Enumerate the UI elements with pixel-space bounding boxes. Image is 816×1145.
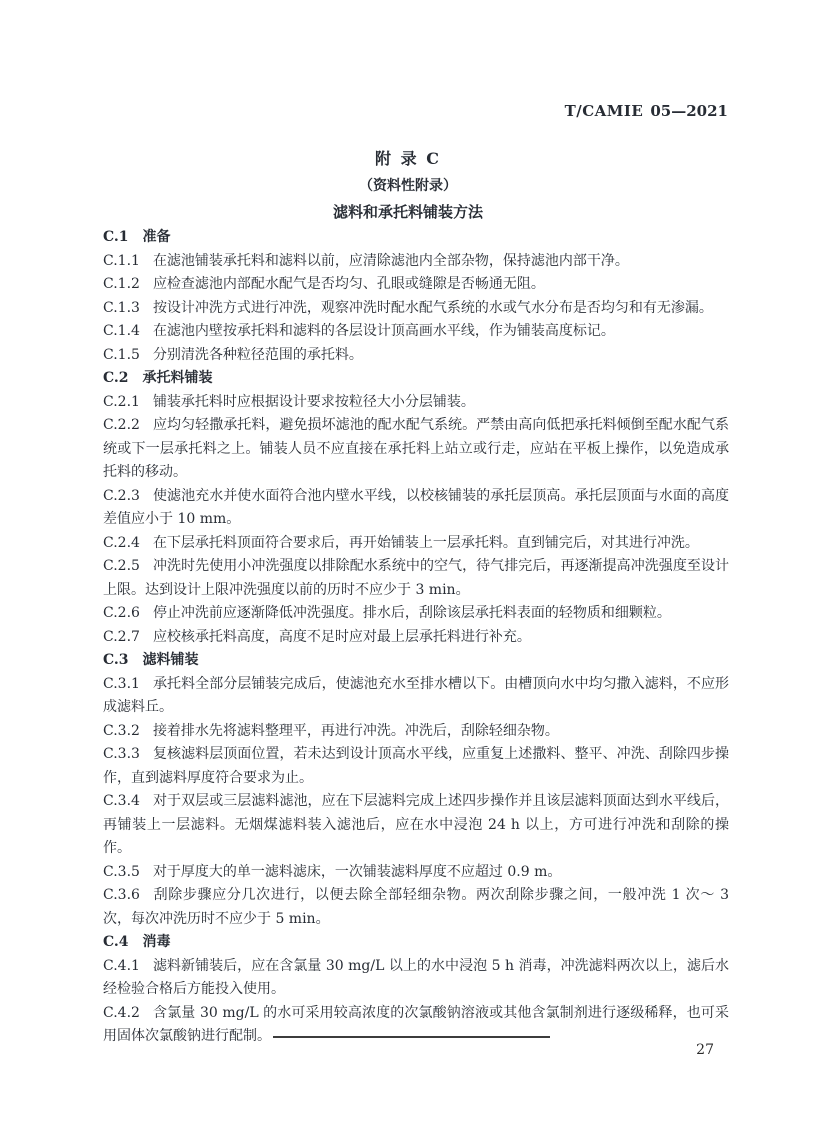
clause-number: C.4.1 — [103, 957, 140, 974]
section-title: 滤料铺装 — [142, 652, 199, 668]
clause-text: 在下层承托料顶面符合要求后，再开始铺装上一层承托料。直到铺完后，对其进行冲洗。 — [152, 534, 699, 551]
clause-text: 铺装承托料时应根据设计要求按粒径大小分层铺装。 — [152, 393, 475, 410]
standard-number — [565, 102, 728, 120]
clause-number: C.2.1 — [103, 393, 140, 410]
clause-number: C.3.5 — [103, 863, 140, 880]
clause-c1-1 — [103, 250, 729, 274]
section-number: C.4 — [103, 934, 129, 950]
clause-c3-6 — [103, 884, 729, 931]
page-number: 27 — [696, 1042, 714, 1058]
clause-c2-3 — [103, 485, 729, 532]
clause-text: 接着排水先将滤料整理平，再进行冲洗。冲洗后，刮除轻细杂物。 — [152, 722, 559, 739]
clause-text: 分别清洗各种粒径范围的承托料。 — [152, 346, 363, 363]
clause-number: C.3.4 — [103, 793, 140, 809]
standard-year: 05—2021 — [650, 102, 728, 120]
clause-c4-1 — [103, 955, 729, 1002]
clause-text: 应校核承托料高度，高度不足时应对最上层承托料进行补充。 — [152, 628, 531, 645]
appendix-heading: 附 录 C — [375, 149, 441, 168]
clause-text: 在滤池内壁按承托料和滤料的各层设计顶高画水平线，作为铺装高度标记。 — [152, 323, 615, 339]
clause-c3-2 — [103, 720, 729, 744]
clause-c4-2 — [103, 1002, 729, 1049]
section-heading-c4 — [103, 931, 729, 955]
section-heading-c3 — [103, 649, 729, 673]
clause-text: 承托料全部分层铺装完成后，使滤池充水至排水槽以下。由槽顶向水中均匀撒入滤料，不应形成滤料丘。 — [103, 675, 729, 715]
section-number: C.1 — [103, 229, 129, 245]
appendix-title-block — [0, 145, 816, 225]
clause-c2-2 — [103, 414, 729, 485]
clause-c3-1 — [103, 673, 729, 720]
clause-c1-2 — [103, 273, 729, 297]
clause-c3-4 — [103, 790, 729, 861]
clause-text: 对于厚度大的单一滤料滤床，一次铺装滤料厚度不应超过 0.9 m。 — [152, 863, 562, 880]
clause-c1-4 — [103, 320, 729, 344]
clause-c2-1 — [103, 391, 729, 415]
clause-text: 按设计冲洗方式进行冲洗，观察冲洗时配水配气系统的水或气水分布是否均匀和有无渗漏。 — [152, 299, 713, 316]
clause-text: 刮除步骤应分几次进行，以便去除全部轻细杂物。两次刮除步骤之间，一般冲洗 1 次～ 3 次，每次冲洗历时不应少于 5 min。 — [103, 887, 729, 927]
clause-text: 复核滤料层顶面位置，若未达到设计顶高水平线，应重复上述撒料、整平、冲洗、刮除四步操作，直到滤料厚度符合要求为止。 — [103, 746, 729, 786]
clause-text: 滤料新铺装后，应在含氯量 30 mg/L 以上的水中浸泡 5 h 消毒，冲洗滤料两次以上，滤后水经检验合格后方能投入使用。 — [103, 957, 729, 997]
clause-number: C.1.4 — [103, 323, 140, 339]
clause-number: C.1.3 — [103, 299, 140, 316]
clause-c2-7 — [103, 626, 729, 650]
clause-number: C.1.5 — [103, 346, 140, 363]
clause-number: C.2.6 — [103, 605, 140, 621]
section-heading-c1 — [103, 226, 729, 250]
document-body — [103, 226, 729, 1049]
clause-c2-6 — [103, 602, 729, 626]
clause-number: C.3.3 — [103, 746, 140, 762]
clause-c1-5 — [103, 344, 729, 368]
clause-text: 在滤池铺装承托料和滤料以前，应清除滤池内全部杂物，保持滤池内部干净。 — [152, 252, 629, 269]
clause-text: 含氯量 30 mg/L 的水可采用较高浓度的次氯酸钠溶液或其他含氯制剂进行逐级稀释，也可采用固体次氯酸钠进行配制。 — [103, 1004, 729, 1044]
clause-number: C.3.1 — [103, 675, 140, 692]
section-number: C.2 — [103, 370, 129, 386]
clause-number: C.2.3 — [103, 487, 140, 504]
clause-text: 应均匀轻撒承托料，避免损坏滤池的配水配气系统。严禁由高向低把承托料倾倒至配水配气系统或下一层承托料之上。铺装人员不应直接在承托料上站立或行走，应站在平板上操作，以免造成承托料的移动。 — [103, 417, 729, 480]
clause-number: C.2.2 — [103, 417, 140, 433]
clause-c2-4 — [103, 532, 729, 556]
clause-number: C.1.1 — [103, 252, 140, 269]
clause-c1-3 — [103, 297, 729, 321]
standard-code: T/CAMIE — [564, 102, 644, 120]
clause-number: C.2.7 — [103, 628, 140, 645]
clause-text: 冲洗时先使用小冲洗强度以排除配水系统中的空气，待气排完后，再逐渐提高冲洗强度至设计上限。达到设计上限冲洗强度以前的历时不应少于 3 min。 — [103, 558, 729, 598]
clause-text: 使滤池充水并使水面符合池内壁水平线，以校核铺装的承托层顶高。承托层顶面与水面的高度差值应小于 10 mm。 — [103, 487, 729, 527]
section-title: 承托料铺装 — [142, 370, 213, 386]
appendix-type-note: （资料性附录） — [359, 178, 457, 194]
section-title: 准备 — [142, 229, 171, 245]
clause-number: C.3.2 — [103, 722, 140, 739]
section-heading-c2 — [103, 367, 729, 391]
clause-text: 停止冲洗前应逐渐降低冲洗强度。排水后，刮除该层承托料表面的轻物质和细颗粒。 — [152, 605, 671, 621]
section-number: C.3 — [103, 652, 129, 668]
clause-number: C.2.4 — [103, 534, 140, 551]
clause-text: 应检查滤池内部配水配气是否均匀、孔眼或缝隙是否畅通无阻。 — [152, 276, 545, 292]
clause-c3-3 — [103, 743, 729, 790]
clause-number: C.4.2 — [103, 1004, 140, 1021]
appendix-name: 滤料和承托料铺装方法 — [332, 203, 483, 221]
section-title: 消毒 — [142, 934, 171, 950]
clause-c3-5 — [103, 861, 729, 885]
clause-number: C.2.5 — [103, 558, 140, 574]
clause-text: 对于双层或三层滤料滤池，应在下层滤料完成上述四步操作并且该层滤料顶面达到水平线后，再铺装上一层滤料。无烟煤滤料装入滤池后，应在水中浸泡 24 h 以上，方可进行冲洗和刮除的操作。 — [103, 793, 729, 856]
clause-c2-5 — [103, 555, 729, 602]
footer-rule — [273, 1036, 550, 1038]
clause-number: C.1.2 — [103, 276, 140, 292]
clause-number: C.3.6 — [103, 887, 140, 903]
